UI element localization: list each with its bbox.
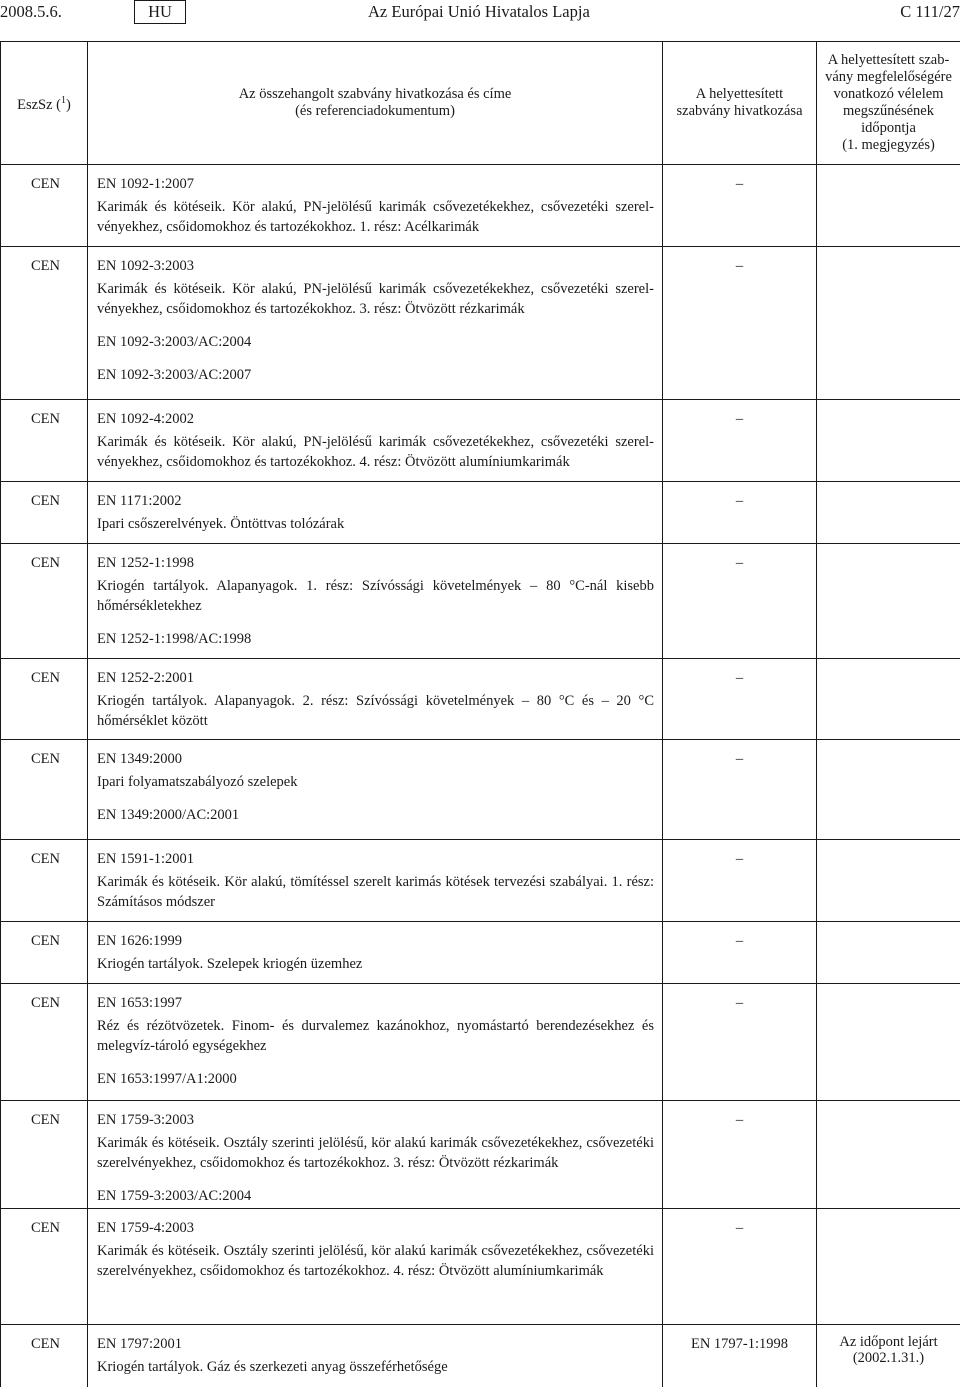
standard-title: Karimák és kötéseik. Kör alakú, tömítéssel szerelt karimás kötések tervezési szabályai. 1. rész: Számításos módszer bbox=[97, 874, 654, 910]
table-row bbox=[1, 400, 960, 482]
standard-cell bbox=[88, 740, 663, 840]
table-row bbox=[1, 984, 960, 1101]
column-header-reference: Az összehangolt szabvány hivatkozása és címe (és referenciadokumentum) bbox=[88, 42, 663, 165]
esz-cell: CEN bbox=[1, 922, 88, 984]
superseded-standard-cell: – bbox=[663, 165, 817, 247]
esz-cell: CEN bbox=[1, 1209, 88, 1325]
superseded-standard-cell: – bbox=[663, 984, 817, 1101]
standard-reference: EN 1092-4:2002 bbox=[97, 411, 195, 427]
cessation-date-cell bbox=[817, 482, 960, 544]
standard-reference: EN 1092-1:2007 bbox=[97, 176, 195, 192]
esz-cell: CEN bbox=[1, 482, 88, 544]
table-row bbox=[1, 740, 960, 840]
superseded-standard-cell: – bbox=[663, 1101, 817, 1209]
standard-title: Kriogén tartályok. Alapanyagok. 1. rész: Szívóssági követelmények – 80 °C-nál kisebb hőmérsékletekhez bbox=[97, 578, 654, 614]
superseded-standard-cell: – bbox=[663, 740, 817, 840]
standard-cell bbox=[88, 544, 663, 659]
superseded-standard-cell: – bbox=[663, 482, 817, 544]
table-row bbox=[1, 544, 960, 659]
standard-cell bbox=[88, 165, 663, 247]
publication-date: 2008.5.6. bbox=[0, 2, 62, 21]
amendment-reference: EN 1092-3:2003/AC:2004 bbox=[97, 334, 252, 350]
table-row bbox=[1, 1325, 960, 1387]
standard-title: Kriogén tartályok. Alapanyagok. 2. rész: Szívóssági követelmények – 80 °C és – 20 °C hőmérséklet között bbox=[97, 693, 654, 729]
superseded-standard-cell: – bbox=[663, 247, 817, 400]
standard-reference: EN 1797:2001 bbox=[97, 1336, 182, 1352]
standard-reference: EN 1591-1:2001 bbox=[97, 851, 195, 867]
cessation-date-cell bbox=[817, 984, 960, 1101]
standard-cell bbox=[88, 400, 663, 482]
standard-title: Karimák és kötéseik. Kör alakú, PN-jelölésű karimák csővezetékekhez, csővezetéki szerelvényekhez, csőidomokhoz és tartozékokhoz. 4. rész: Ötvözött alumíniumkarimák bbox=[97, 434, 654, 470]
superseded-standard-cell: – bbox=[663, 400, 817, 482]
esz-cell: CEN bbox=[1, 1325, 88, 1387]
page-reference: C 111/27 bbox=[900, 2, 960, 21]
esz-cell: CEN bbox=[1, 740, 88, 840]
standard-reference: EN 1092-3:2003 bbox=[97, 258, 195, 274]
table-row bbox=[1, 840, 960, 922]
standard-cell bbox=[88, 482, 663, 544]
cessation-date-cell bbox=[817, 840, 960, 922]
standard-cell bbox=[88, 840, 663, 922]
standard-title: Réz és rézötvözetek. Finom- és durvalemez kazánokhoz, nyomástartó berendezésekhez és melegvíz-tároló egységekhez bbox=[97, 1018, 654, 1054]
standard-title: Kriogén tartályok. Gáz és szerkezeti anyag összeférhetősége bbox=[97, 1359, 448, 1375]
standard-cell bbox=[88, 1209, 663, 1325]
standard-title: Karimák és kötéseik. Kör alakú, PN-jelölésű karimák csővezetékekhez, csővezetéki szerelvényekhez, csőidomokhoz és tartozékokhoz. 1. rész: Acélkarimák bbox=[97, 199, 654, 235]
superseded-standard-cell: EN 1797-1:1998 bbox=[663, 1325, 817, 1387]
cessation-date-cell: Az időpont lejárt (2002.1.31.) bbox=[817, 1325, 960, 1387]
esz-cell: CEN bbox=[1, 544, 88, 659]
cessation-date-cell bbox=[817, 247, 960, 400]
page-header bbox=[0, 0, 960, 26]
esz-cell: CEN bbox=[1, 659, 88, 740]
standard-reference: EN 1349:2000 bbox=[97, 751, 182, 767]
standard-title: Karimák és kötéseik. Osztály szerinti jelölésű, kör alakú karimák csővezetékekhez, csővezetéki szerelvényekhez, csőidomokhoz és tartozékokhoz. 4. rész: Ötvözött alumíniumkarimák bbox=[97, 1243, 654, 1279]
superseded-standard-cell: – bbox=[663, 1209, 817, 1325]
standard-title: Ipari folyamatszabályozó szelepek bbox=[97, 774, 298, 790]
amendment-reference: EN 1092-3:2003/AC:2007 bbox=[97, 367, 252, 383]
cessation-date-cell bbox=[817, 659, 960, 740]
standard-cell bbox=[88, 1101, 663, 1209]
standard-reference: EN 1171:2002 bbox=[97, 493, 182, 509]
esz-cell: CEN bbox=[1, 400, 88, 482]
esz-cell: CEN bbox=[1, 247, 88, 400]
standard-reference: EN 1759-4:2003 bbox=[97, 1220, 195, 1236]
cessation-date-cell bbox=[817, 1101, 960, 1209]
superseded-standard-cell: – bbox=[663, 840, 817, 922]
cessation-date-cell bbox=[817, 544, 960, 659]
standard-title: Kriogén tartályok. Szelepek kriogén üzemhez bbox=[97, 956, 363, 972]
standard-title: Ipari csőszerelvények. Öntöttvas tolózárak bbox=[97, 516, 345, 532]
table-row bbox=[1, 1209, 960, 1325]
column-header-esz: EszSz ($^1$) bbox=[1, 42, 88, 165]
table-row bbox=[1, 165, 960, 247]
column-header-cessation-date: A helyettesített szab- vány megfelelőségére vonatkozó vélelem megszűnésének időpontja (1. megjegyzés) bbox=[817, 42, 960, 165]
table-row bbox=[1, 659, 960, 740]
standard-reference: EN 1653:1997 bbox=[97, 995, 182, 1011]
standard-reference: EN 1759-3:2003 bbox=[97, 1112, 195, 1128]
standard-cell bbox=[88, 659, 663, 740]
cessation-date-cell bbox=[817, 165, 960, 247]
language-badge: HU bbox=[134, 0, 186, 24]
superseded-standard-cell: – bbox=[663, 922, 817, 984]
table-row bbox=[1, 482, 960, 544]
amendment-reference: EN 1653:1997/A1:2000 bbox=[97, 1071, 237, 1087]
esz-cell: CEN bbox=[1, 840, 88, 922]
amendment-reference: EN 1252-1:1998/AC:1998 bbox=[97, 631, 252, 647]
cessation-date-cell bbox=[817, 740, 960, 840]
standard-cell bbox=[88, 247, 663, 400]
superseded-standard-cell: – bbox=[663, 659, 817, 740]
standards-table bbox=[0, 41, 960, 1387]
standard-reference: EN 1252-2:2001 bbox=[97, 670, 195, 686]
amendment-reference: EN 1759-3:2003/AC:2004 bbox=[97, 1188, 252, 1204]
standard-reference: EN 1252-1:1998 bbox=[97, 555, 195, 571]
esz-cell: CEN bbox=[1, 165, 88, 247]
esz-cell: CEN bbox=[1, 984, 88, 1101]
standard-cell bbox=[88, 922, 663, 984]
esz-cell: CEN bbox=[1, 1101, 88, 1209]
standard-cell bbox=[88, 984, 663, 1101]
column-header-superseded: A helyettesített szabvány hivatkozása bbox=[663, 42, 817, 165]
superseded-standard-cell: – bbox=[663, 544, 817, 659]
table-row bbox=[1, 922, 960, 984]
cessation-date-cell bbox=[817, 922, 960, 984]
table-row bbox=[1, 247, 960, 400]
amendment-reference: EN 1349:2000/AC:2001 bbox=[97, 807, 240, 823]
cessation-date-cell bbox=[817, 400, 960, 482]
cessation-date-cell bbox=[817, 1209, 960, 1325]
table-row bbox=[1, 1101, 960, 1209]
journal-title: Az Európai Unió Hivatalos Lapja bbox=[368, 2, 590, 21]
standard-cell bbox=[88, 1325, 663, 1387]
standard-title: Karimák és kötéseik. Osztály szerinti jelölésű, kör alakú karimák csővezetékekhez, csővezetéki szerelvényekhez, csőidomokhoz és tartozékokhoz. 3. rész: Ötvözött rézkarimák bbox=[97, 1135, 654, 1171]
standard-reference: EN 1626:1999 bbox=[97, 933, 182, 949]
standard-title: Karimák és kötéseik. Kör alakú, PN-jelölésű karimák csővezetékekhez, csővezetéki szerelvényekhez, csőidomokhoz és tartozékokhoz. 3. rész: Ötvözött rézkarimák bbox=[97, 281, 654, 317]
